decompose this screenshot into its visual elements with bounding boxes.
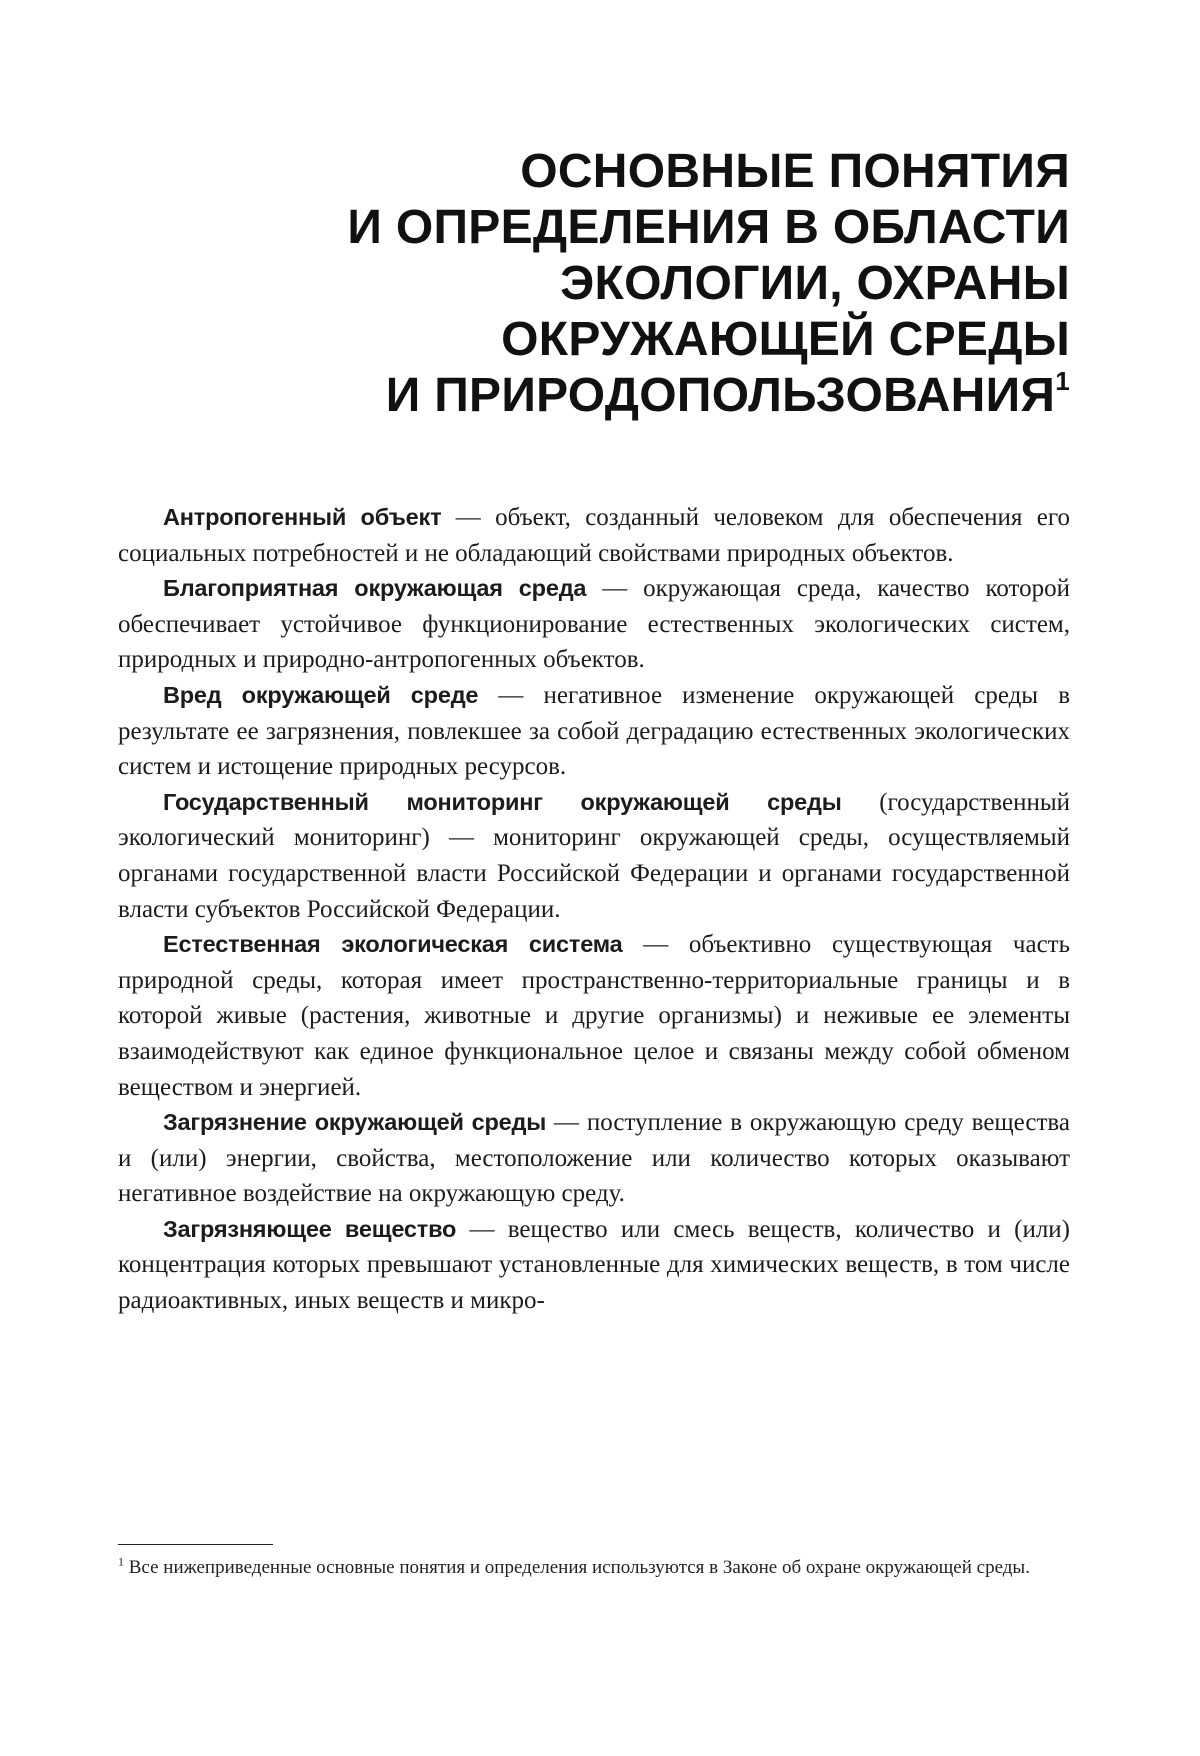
definition-paragraph	[118, 1105, 1070, 1212]
definition-text: — окружающая среда, качество которой обеспечивает устойчивое функционирование естественных экологических систем, природных и природно-антропогенных объектов.	[118, 575, 1070, 674]
footnote-mark: 1	[118, 1554, 124, 1569]
footnote-divider	[118, 1544, 273, 1545]
definition-term: Загрязняющее вещество	[163, 1215, 457, 1242]
footnote-text: Все нижеприведенные основные понятия и определения используются в Законе об охране окружающей среды.	[124, 1557, 1030, 1578]
definition-text: — объект, созданный человеком для обеспечения его социальных потребностей и не обладающий свойствами природных объектов.	[118, 504, 1070, 567]
definition-paragraph	[118, 1212, 1070, 1319]
chapter-title-line: ОКРУЖАЮЩЕЙ СРЕДЫ	[501, 313, 1070, 367]
definition-term: Загрязнение окружающей среды	[163, 1109, 547, 1136]
definition-paragraph	[118, 785, 1070, 927]
definition-text: — негативное изменение окружающей среды в результате ее загрязнения, повлекшее за собой деградацию естественных экологических систем и истощение природных ресурсов.	[118, 681, 1071, 781]
definition-paragraph	[118, 678, 1070, 785]
definition-term: Антропогенный объект	[163, 504, 442, 530]
definition-text: — поступление в окружающую среду вещества и (или) энергии, свойства, местоположение или количество которых оказывают негативное воздействие на окружающую среду.	[118, 1109, 1070, 1208]
chapter-title-line: И ОПРЕДЕЛЕНИЯ В ОБЛАСТИ	[347, 201, 1070, 255]
definition-paragraph	[118, 927, 1070, 1105]
definitions-body	[118, 500, 1070, 1319]
definition-text: (государственный экологический мониторинг) — мониторинг окружающей среды, осуществляемый органами государственной власти Российской Федерации и органами государственной власти субъектов Российской Федерации.	[118, 788, 1071, 923]
definition-term: Вред окружающей среде	[163, 681, 479, 708]
chapter-title-line-last	[170, 368, 1070, 424]
definition-term: Естественная экологическая система	[163, 931, 623, 958]
definition-text: — объективно существующая часть природной среды, которая имеет пространственно-территориальные границы и в которой живые (растения, животные и другие организмы) и неживые ее элементы взаимодействуют как единое функциональное целое и связаны между собой обменом веществом и энергией.	[118, 931, 1070, 1101]
definition-text: — вещество или смесь веществ, количество и (или) концентрация которых превышают установленные для химических веществ, в том числе радиоактивных, иных веществ и микро-	[118, 1215, 1071, 1315]
chapter-title-line: ЭКОЛОГИИ, ОХРАНЫ	[560, 257, 1070, 311]
chapter-title-line: ОСНОВНЫЕ ПОНЯТИЯ	[520, 145, 1070, 199]
definition-term: Благоприятная окружающая среда	[163, 575, 587, 602]
title-footnote-mark[interactable]: 1	[1055, 366, 1070, 397]
footnote	[118, 1554, 1070, 1581]
definition-paragraph	[118, 500, 1070, 571]
definition-term: Государственный мониторинг окружающей среды	[163, 788, 842, 815]
chapter-title	[170, 144, 1070, 424]
chapter-title-text: И ПРИРОДОПОЛЬЗОВАНИЯ	[385, 369, 1056, 423]
definition-paragraph	[118, 571, 1070, 678]
